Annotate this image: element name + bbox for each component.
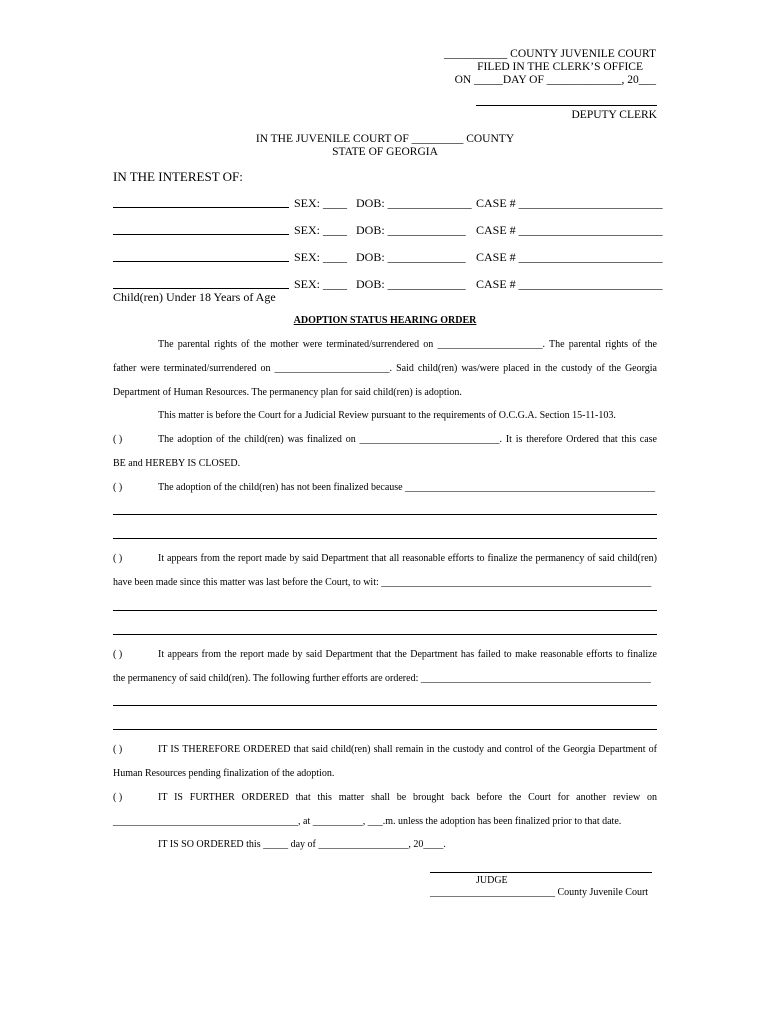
parental-rights-line-2: father were terminated/surrendered on _______________________. Said child(ren) was/were placed in the custody of the Georgia: [113, 363, 657, 374]
checkbox-finalized[interactable]: ( ): [113, 434, 123, 445]
child-dob: DOB: ______________: [356, 196, 472, 210]
checkbox-not-finalized[interactable]: ( ): [113, 482, 123, 493]
blank-line: [113, 705, 657, 706]
child-sex: SEX: ____: [294, 223, 348, 237]
clerk-line-2: FILED IN THE CLERK’S OFFICE: [477, 61, 643, 73]
blank-line: [113, 729, 657, 730]
child-case: CASE # ________________________: [476, 277, 663, 291]
court-name: IN THE JUVENILE COURT OF _________ COUNTY: [255, 133, 515, 145]
parental-rights-line-1: The parental rights of the mother were terminated/surrendered on _____________________. The parental rights of the: [158, 339, 657, 350]
finalized-line-1: The adoption of the child(ren) was finalized on ____________________________. It is therefore Ordered that this case: [158, 434, 657, 445]
child-case: CASE # ________________________: [476, 250, 663, 264]
so-ordered-text: IT IS SO ORDERED this _____ day of __________________, 20____.: [158, 839, 446, 850]
finalized-line-2: BE and HEREBY IS CLOSED.: [113, 458, 241, 469]
child-dob: DOB: _____________: [356, 250, 466, 264]
reasonable-efforts-line-2: have been made since this matter was last before the Court, to wit: ______________________________________________________: [113, 577, 652, 588]
remain-custody-line-2: Human Resources pending finalization of the adoption.: [113, 768, 335, 779]
blank-line: [113, 634, 657, 635]
child-sex: SEX: ____: [294, 196, 348, 210]
child-dob: DOB: _____________: [356, 223, 466, 237]
child-case: CASE # ________________________: [476, 196, 663, 210]
clerk-line-1: ___________ COUNTY JUVENILE COURT: [444, 48, 656, 60]
children-age-label: Child(ren) Under 18 Years of Age: [113, 290, 276, 304]
child-name-line: [113, 234, 289, 235]
county-juvenile-court-line: _________________________ County Juvenile Court: [430, 887, 649, 898]
not-finalized-text: The adoption of the child(ren) has not been finalized because __________________________________________________: [158, 482, 656, 493]
judge-label: JUDGE: [476, 875, 508, 886]
interest-of-label: IN THE INTEREST OF:: [113, 169, 243, 184]
further-review-line-1: IT IS FURTHER ORDERED that this matter shall be brought back before the Court for another review on: [158, 792, 657, 803]
clerk-signature-line: [476, 105, 657, 106]
blank-line: [113, 610, 657, 611]
deputy-clerk-label: DEPUTY CLERK: [571, 109, 657, 121]
child-dob: DOB: _____________: [356, 277, 466, 291]
checkbox-remain-custody[interactable]: ( ): [113, 744, 123, 755]
child-sex: SEX: ____: [294, 277, 348, 291]
judge-signature-line: [430, 872, 652, 873]
blank-line: [113, 514, 657, 515]
remain-custody-line-1: IT IS THEREFORE ORDERED that said child(ren) shall remain in the custody and control of the Georgia Department of: [158, 744, 657, 755]
clerk-line-3: ON _____DAY OF _____________, 20___: [454, 74, 656, 86]
child-name-line: [113, 207, 289, 208]
failed-efforts-line-2: the permanency of said child(ren). The following further efforts are ordered: ______________________________________________: [113, 673, 651, 684]
child-name-line: [113, 288, 289, 289]
checkbox-reasonable-efforts[interactable]: ( ): [113, 553, 123, 564]
child-case: CASE # ________________________: [476, 223, 663, 237]
failed-efforts-line-1: It appears from the report made by said Department that the Department has failed to make reasonable efforts to finalize: [158, 649, 657, 660]
further-review-line-2: _____________________________________, at __________, ___.m. unless the adoption has been finalized prior to that date.: [113, 816, 622, 827]
parental-rights-line-3: Department of Human Resources. The permanency plan for said child(ren) is adoption.: [113, 387, 462, 398]
reasonable-efforts-line-1: It appears from the report made by said Department that all reasonable efforts to finalize the permanency of said child(ren): [158, 553, 657, 564]
child-sex: SEX: ____: [294, 250, 348, 264]
checkbox-further-review[interactable]: ( ): [113, 792, 123, 803]
child-name-line: [113, 261, 289, 262]
judicial-review-text: This matter is before the Court for a Judicial Review pursuant to the requirements of O.C.G.A. Section 15-11-103.: [158, 410, 616, 421]
checkbox-failed-efforts[interactable]: ( ): [113, 649, 123, 660]
court-state: STATE OF GEORGIA: [332, 146, 438, 158]
order-title: ADOPTION STATUS HEARING ORDER: [293, 315, 477, 326]
blank-line: [113, 538, 657, 539]
